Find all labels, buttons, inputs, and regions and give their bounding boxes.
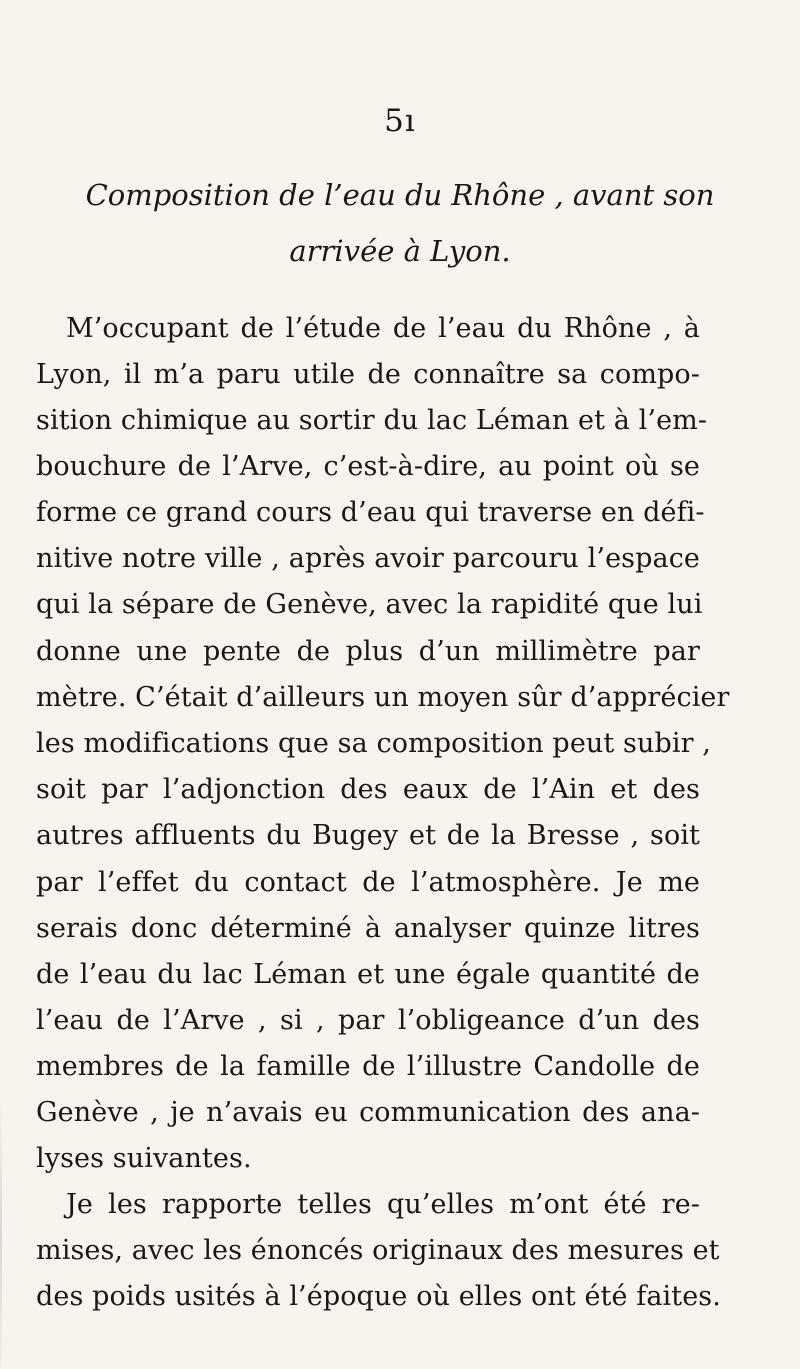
paragraph-line: autres affluents du Bugey et de la Bresse , soit [36, 820, 700, 851]
paper-edge-shadow [0, 1100, 2, 1369]
section-title-line-1: Composition de l’eau du Rhône , avant son [85, 178, 715, 212]
paragraph-line: qui la sépare de Genève, avec la rapidité que lui [36, 589, 703, 620]
paragraph-line: serais donc déterminé à analyser quinze litres [36, 913, 700, 944]
paragraph-line: par l’effet du contact de l’atmosphère. Je me [36, 867, 700, 898]
paragraph-line: forme ce grand cours d’eau qui traverse en défi- [36, 497, 705, 528]
paragraph-line: mises, avec les énoncés originaux des mesures et [36, 1235, 720, 1266]
paragraph-line: lyses suivantes. [36, 1143, 252, 1174]
page-number: 5ı [384, 103, 416, 139]
paragraph-line: de l’eau du lac Léman et une égale quantité de [36, 959, 700, 990]
paragraph-line: Je les rapporte telles qu’elles m’ont été re- [66, 1189, 700, 1220]
paragraph-line: l’eau de l’Arve , si , par l’obligeance d’un des [36, 1005, 700, 1036]
paragraph-line: Lyon, il m’a paru utile de connaître sa compo- [36, 359, 700, 390]
paragraph-line: les modifications que sa composition peut subir , [36, 728, 711, 759]
paragraph-line: mètre. C’était d’ailleurs un moyen sûr d’apprécier [36, 682, 730, 713]
paragraph-line: nitive notre ville , après avoir parcouru l’espace [36, 543, 700, 574]
paragraph-line: soit par l’adjonction des eaux de l’Ain et des [36, 774, 700, 805]
paragraph-line: M’occupant de l’étude de l’eau du Rhône , à [66, 313, 700, 344]
paragraph-line: bouchure de l’Arve, c’est-à-dire, au point où se [36, 451, 700, 482]
paragraph-line: des poids usités à l’époque où elles ont été faites. [36, 1281, 721, 1312]
paragraph-line: Genève , je n’avais eu communication des ana- [36, 1097, 700, 1128]
paragraph-line: donne une pente de plus d’un millimètre par [36, 636, 700, 667]
paragraph-line: membres de la famille de l’illustre Candolle de [36, 1051, 700, 1082]
paragraph-line: sition chimique au sortir du lac Léman et à l’em- [36, 405, 708, 436]
section-title-line-2: arrivée à Lyon. [289, 234, 511, 268]
